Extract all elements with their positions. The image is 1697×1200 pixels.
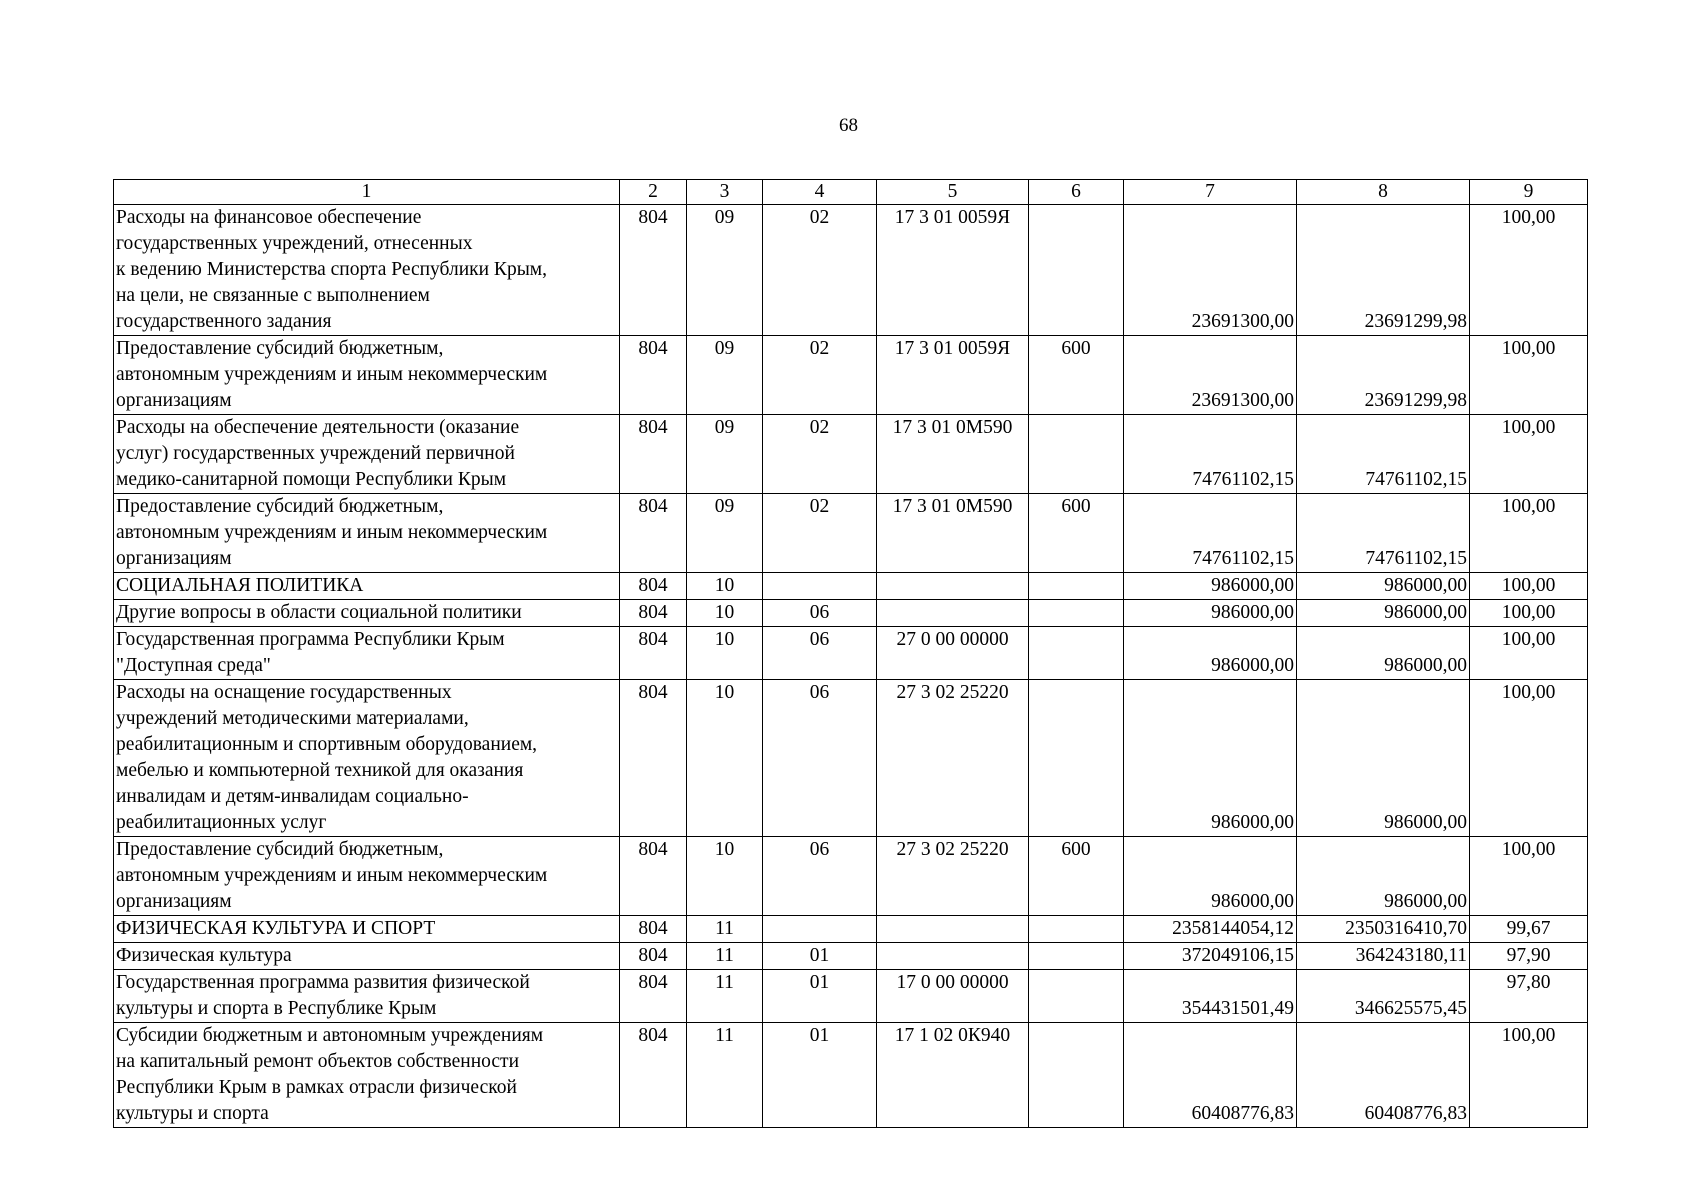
cell-expense-type: [1029, 205, 1124, 336]
cell-subsection: 02: [763, 205, 877, 336]
cell-target-article: [877, 600, 1029, 627]
page-number: 68: [839, 115, 858, 136]
cell-percent: 100,00: [1470, 573, 1588, 600]
cell-approved-amount: 986000,00: [1124, 837, 1297, 916]
cell-percent: 100,00: [1470, 600, 1588, 627]
table-row: [114, 494, 1588, 573]
cell-executed-amount: 74761102,15: [1297, 415, 1470, 494]
cell-expense-type: [1029, 970, 1124, 1023]
cell-percent: 100,00: [1470, 627, 1588, 680]
cell-subsection: 01: [763, 943, 877, 970]
cell-ved: 804: [620, 943, 687, 970]
cell-subsection: 02: [763, 494, 877, 573]
row-name: СОЦИАЛЬНАЯ ПОЛИТИКА: [114, 573, 620, 600]
table-row: [114, 970, 1588, 1023]
cell-section: 10: [687, 573, 763, 600]
cell-ved: 804: [620, 573, 687, 600]
cell-executed-amount: 346625575,45: [1297, 970, 1470, 1023]
row-name: Расходы на оснащение государственных учреждений методическими материалами, реабилитационным и спортивным оборудованием, мебелью и компьютерной техникой для оказания инвалидам и детям-инвалидам социально- реабилитационных услуг: [114, 680, 620, 837]
cell-expense-type: [1029, 573, 1124, 600]
cell-expense-type: [1029, 916, 1124, 943]
cell-target-article: 17 3 01 0059Я: [877, 205, 1029, 336]
table-row: [114, 573, 1588, 600]
cell-approved-amount: 986000,00: [1124, 600, 1297, 627]
cell-percent: 100,00: [1470, 415, 1588, 494]
row-name: Предоставление субсидий бюджетным, автономным учреждениям и иным некоммерческим организациям: [114, 494, 620, 573]
cell-subsection: [763, 573, 877, 600]
cell-section: 10: [687, 837, 763, 916]
cell-section: 09: [687, 205, 763, 336]
cell-section: 10: [687, 600, 763, 627]
cell-section: 09: [687, 415, 763, 494]
cell-ved: 804: [620, 916, 687, 943]
cell-expense-type: [1029, 627, 1124, 680]
column-header: 2: [620, 180, 687, 205]
cell-approved-amount: 60408776,83: [1124, 1023, 1297, 1128]
table-row: [114, 336, 1588, 415]
cell-subsection: 01: [763, 970, 877, 1023]
column-header: 9: [1470, 180, 1588, 205]
cell-ved: 804: [620, 600, 687, 627]
row-name: Расходы на финансовое обеспечение государственных учреждений, отнесенных к ведению Министерства спорта Республики Крым, на цели, не связанные с выполнением государственного задания: [114, 205, 620, 336]
cell-expense-type: 600: [1029, 336, 1124, 415]
cell-target-article: 27 0 00 00000: [877, 627, 1029, 680]
cell-ved: 804: [620, 494, 687, 573]
cell-section: 09: [687, 494, 763, 573]
column-header: 5: [877, 180, 1029, 205]
cell-percent: 100,00: [1470, 205, 1588, 336]
table-body: [114, 180, 1588, 1128]
row-name: ФИЗИЧЕСКАЯ КУЛЬТУРА И СПОРТ: [114, 916, 620, 943]
cell-section: 11: [687, 970, 763, 1023]
cell-expense-type: 600: [1029, 837, 1124, 916]
cell-executed-amount: 986000,00: [1297, 573, 1470, 600]
cell-executed-amount: 986000,00: [1297, 680, 1470, 837]
cell-expense-type: [1029, 943, 1124, 970]
cell-target-article: 17 3 01 0М590: [877, 415, 1029, 494]
cell-target-article: 27 3 02 25220: [877, 680, 1029, 837]
cell-approved-amount: 986000,00: [1124, 573, 1297, 600]
cell-subsection: 02: [763, 336, 877, 415]
column-header: 7: [1124, 180, 1297, 205]
table-row: [114, 837, 1588, 916]
cell-expense-type: [1029, 415, 1124, 494]
row-name: Расходы на обеспечение деятельности (оказание услуг) государственных учреждений первичной медико-санитарной помощи Республики Крым: [114, 415, 620, 494]
cell-executed-amount: 986000,00: [1297, 600, 1470, 627]
cell-percent: 100,00: [1470, 680, 1588, 837]
cell-ved: 804: [620, 1023, 687, 1128]
column-header: 3: [687, 180, 763, 205]
cell-ved: 804: [620, 970, 687, 1023]
cell-subsection: 06: [763, 600, 877, 627]
table-row: [114, 943, 1588, 970]
row-name: Государственная программа развития физической культуры и спорта в Республике Крым: [114, 970, 620, 1023]
column-header: 8: [1297, 180, 1470, 205]
header-row: [114, 180, 1588, 205]
budget-table: [113, 179, 1588, 1128]
column-header: 4: [763, 180, 877, 205]
cell-ved: 804: [620, 837, 687, 916]
cell-approved-amount: 372049106,15: [1124, 943, 1297, 970]
column-header: 1: [114, 180, 620, 205]
cell-section: 11: [687, 943, 763, 970]
table-row: [114, 1023, 1588, 1128]
table-row: [114, 916, 1588, 943]
cell-subsection: 06: [763, 680, 877, 837]
cell-ved: 804: [620, 627, 687, 680]
cell-approved-amount: 2358144054,12: [1124, 916, 1297, 943]
cell-expense-type: [1029, 680, 1124, 837]
cell-executed-amount: 23691299,98: [1297, 205, 1470, 336]
row-name: Предоставление субсидий бюджетным, автономным учреждениям и иным некоммерческим организациям: [114, 837, 620, 916]
cell-section: 09: [687, 336, 763, 415]
cell-section: 10: [687, 680, 763, 837]
cell-approved-amount: 354431501,49: [1124, 970, 1297, 1023]
column-header: 6: [1029, 180, 1124, 205]
cell-percent: 100,00: [1470, 494, 1588, 573]
cell-percent: 97,90: [1470, 943, 1588, 970]
row-name: Другие вопросы в области социальной политики: [114, 600, 620, 627]
cell-subsection: 06: [763, 837, 877, 916]
cell-target-article: 17 3 01 0059Я: [877, 336, 1029, 415]
cell-section: 11: [687, 1023, 763, 1128]
cell-executed-amount: 23691299,98: [1297, 336, 1470, 415]
cell-ved: 804: [620, 415, 687, 494]
cell-approved-amount: 986000,00: [1124, 680, 1297, 837]
cell-executed-amount: 364243180,11: [1297, 943, 1470, 970]
cell-section: 10: [687, 627, 763, 680]
cell-target-article: 17 3 01 0М590: [877, 494, 1029, 573]
table-row: [114, 205, 1588, 336]
cell-section: 11: [687, 916, 763, 943]
cell-executed-amount: 74761102,15: [1297, 494, 1470, 573]
table-row: [114, 415, 1588, 494]
cell-percent: 99,67: [1470, 916, 1588, 943]
row-name: Субсидии бюджетным и автономным учреждениям на капитальный ремонт объектов собственности Республики Крым в рамках отрасли физической культуры и спорта: [114, 1023, 620, 1128]
table-row: [114, 627, 1588, 680]
cell-percent: 100,00: [1470, 1023, 1588, 1128]
cell-executed-amount: 60408776,83: [1297, 1023, 1470, 1128]
cell-ved: 804: [620, 336, 687, 415]
cell-target-article: 27 3 02 25220: [877, 837, 1029, 916]
row-name: Предоставление субсидий бюджетным, автономным учреждениям и иным некоммерческим организациям: [114, 336, 620, 415]
cell-subsection: 02: [763, 415, 877, 494]
cell-expense-type: [1029, 600, 1124, 627]
cell-target-article: 17 1 02 0К940: [877, 1023, 1029, 1128]
cell-approved-amount: 23691300,00: [1124, 205, 1297, 336]
table-row: [114, 680, 1588, 837]
cell-subsection: 06: [763, 627, 877, 680]
cell-percent: 100,00: [1470, 336, 1588, 415]
cell-executed-amount: 2350316410,70: [1297, 916, 1470, 943]
cell-executed-amount: 986000,00: [1297, 837, 1470, 916]
cell-approved-amount: 23691300,00: [1124, 336, 1297, 415]
cell-ved: 804: [620, 205, 687, 336]
cell-expense-type: [1029, 1023, 1124, 1128]
row-name: Физическая культура: [114, 943, 620, 970]
cell-executed-amount: 986000,00: [1297, 627, 1470, 680]
cell-target-article: [877, 943, 1029, 970]
cell-approved-amount: 74761102,15: [1124, 494, 1297, 573]
cell-target-article: [877, 573, 1029, 600]
cell-approved-amount: 74761102,15: [1124, 415, 1297, 494]
cell-percent: 100,00: [1470, 837, 1588, 916]
cell-subsection: 01: [763, 1023, 877, 1128]
cell-ved: 804: [620, 680, 687, 837]
table-row: [114, 600, 1588, 627]
cell-target-article: [877, 916, 1029, 943]
cell-approved-amount: 986000,00: [1124, 627, 1297, 680]
row-name: Государственная программа Республики Крым "Доступная среда": [114, 627, 620, 680]
cell-percent: 97,80: [1470, 970, 1588, 1023]
cell-subsection: [763, 916, 877, 943]
cell-target-article: 17 0 00 00000: [877, 970, 1029, 1023]
cell-expense-type: 600: [1029, 494, 1124, 573]
